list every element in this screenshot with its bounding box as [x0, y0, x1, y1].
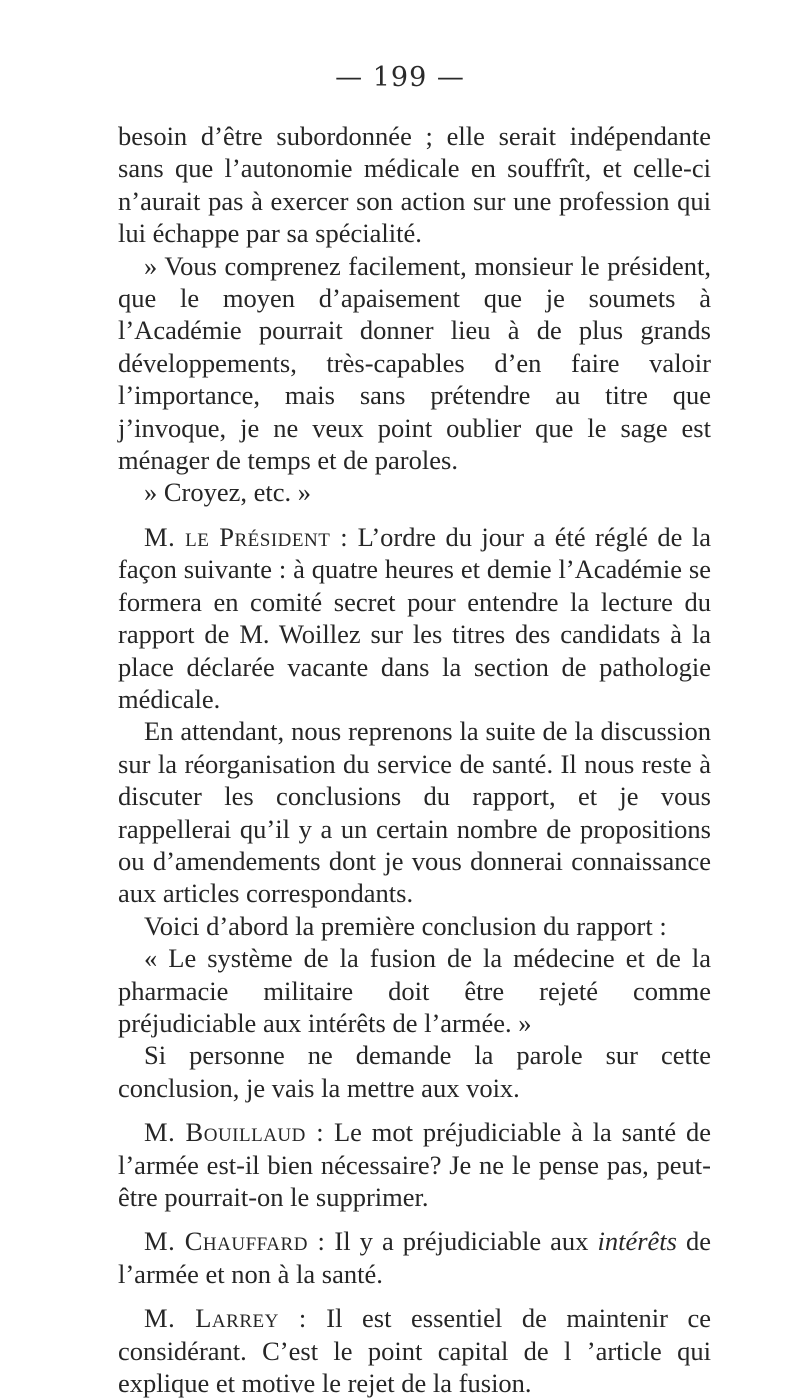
paragraph	[118, 120, 711, 250]
paragraph-text: En attendant, nous reprenons la suite de la discussion sur la réorganisation du service de santé. Il nous reste à discuter les conclusions du rapport, et je vous rappellerai qu’il y a un certain nombre de propositions ou d’amendements dont je vous donnerai connaissance aux articles correspondants.	[118, 716, 711, 909]
paragraph-text: de l’armée et non à la santé.	[118, 1226, 712, 1289]
paragraph-text: » Vous comprenez facilement, monsieur le président, que le moyen d’apaisement que je soumets à l’Académie pourrait donner lieu à de plus grands développements, très-capables d’en faire valoir l’importance, mais sans prétendre au titre que j’invoque, je ne veux point oublier que le sage est ménager de temps et de paroles.	[118, 250, 711, 476]
speaker-paragraph	[118, 1116, 711, 1213]
page-number: — 199 —	[335, 62, 465, 93]
paragraph	[118, 476, 711, 508]
paragraph-text: Le mot préjudiciable à la santé de l’armée est-il bien nécessaire? Je ne le pense pas, peut-être pourrait-on le supprimer.	[118, 1117, 712, 1212]
paragraph	[118, 1039, 711, 1104]
paragraph	[118, 910, 711, 942]
quoted-conclusion	[118, 942, 711, 1039]
paragraph-text: « Le système de la fusion de la médecine et de la pharmacie militaire doit être rejeté comme préjudiciable aux intérêts de l’armée. »	[118, 943, 711, 1038]
speaker-name: M. le Président :	[144, 521, 349, 552]
paragraph	[118, 250, 711, 477]
speaker-paragraph	[118, 1302, 711, 1399]
speaker-paragraph	[118, 1225, 711, 1290]
paragraph-text: Si personne ne demande la parole sur cette conclusion, je vais la mettre aux voix.	[118, 1040, 711, 1103]
paragraph	[118, 715, 711, 909]
speaker-name: M. Larrey :	[144, 1303, 307, 1334]
speaker-name: M. Bouillaud :	[144, 1117, 325, 1148]
paragraph-text: Voici d’abord la première conclusion du rapport :	[144, 910, 667, 941]
paragraph-text: L’ordre du jour a été réglé de la façon suivante : à quatre heures et demie l’Académie se formera en comité secret pour entendre la lecture du rapport de M. Woillez sur les titres des candidats à la place déclarée vacante dans la section de pathologie médicale.	[118, 521, 711, 714]
paragraph-text: Il est essentiel de maintenir ce considérant. C’est le point capital de l ’article qui explique et motive le rejet de la fusion.	[118, 1303, 711, 1399]
paragraph-text: Il y a préjudiciable aux	[334, 1226, 589, 1257]
speaker-name: M. Chauffard :	[144, 1226, 326, 1257]
speaker-paragraph	[118, 521, 711, 715]
body-text	[118, 120, 711, 1399]
emphasized-word: intérêts	[597, 1226, 677, 1257]
paragraph-text: » Croyez, etc. »	[144, 477, 312, 508]
paragraph-text: besoin d’être subordonnée ; elle serait indépendante sans que l’autonomie médicale en souffrît, et celle-ci n’aurait pas à exercer son action sur une profession qui lui échappe par sa spécialité.	[118, 121, 711, 249]
